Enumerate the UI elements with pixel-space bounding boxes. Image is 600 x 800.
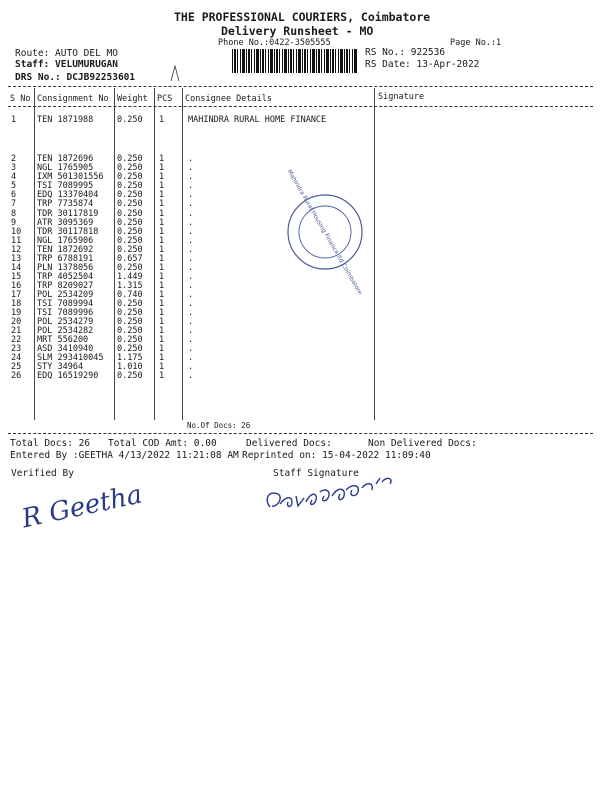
row-weight: 0.250 [117, 308, 143, 318]
row-consignee: . [188, 263, 194, 273]
row-sno: 16 [11, 281, 22, 291]
row-consignee: . [188, 172, 194, 182]
row-pcs: 1 [159, 245, 165, 255]
row-weight: 0.250 [117, 199, 143, 209]
row-sno: 26 [11, 371, 22, 381]
row-consignee: . [188, 326, 194, 336]
page-number: Page No.:1 [450, 38, 502, 48]
reprinted-on: Reprinted on: 15-04-2022 11:09:40 [242, 450, 431, 461]
row-pcs: 1 [159, 209, 165, 219]
row-consignee: . [188, 236, 194, 246]
row-consignee: . [188, 317, 194, 327]
row-consignment-no: TEN 1872696 [37, 154, 94, 164]
row-consignee: . [188, 218, 194, 228]
row-consignee: . [188, 154, 194, 164]
row-weight: 1.010 [117, 362, 143, 372]
row-consignment-no: TRP 6788191 [37, 254, 94, 264]
document-title: Delivery Runsheet - MO [221, 24, 374, 38]
drs-number: DRS No.: DCJB92253601 [15, 72, 136, 83]
row-sno: 22 [11, 335, 22, 345]
row-pcs: 1 [159, 263, 165, 273]
row-weight: 0.250 [117, 236, 143, 246]
verified-by-signature [18, 478, 145, 538]
row-consignment-no: TRP 7735874 [37, 199, 94, 209]
row-consignee: . [188, 335, 194, 345]
row-consignment-no: TSI 7089994 [37, 299, 94, 309]
row-consignment-no: NGL 1765905 [37, 163, 94, 173]
row-sno: 1 [11, 115, 17, 125]
row-sno: 6 [11, 190, 17, 200]
delivered-docs: Delivered Docs: [246, 438, 332, 449]
row-sno: 14 [11, 263, 22, 273]
row-sno: 9 [11, 218, 17, 228]
row-consignment-no: TSI 7089995 [37, 181, 94, 191]
row-consignee: MAHINDRA RURAL HOME FINANCE [188, 115, 327, 125]
staff-signature [262, 462, 412, 532]
row-consignment-no: NGL 1765906 [37, 236, 94, 246]
row-weight: 0.250 [117, 115, 143, 125]
row-pcs: 1 [159, 317, 165, 327]
row-pcs: 1 [159, 199, 165, 209]
row-pcs: 1 [159, 218, 165, 228]
footer-rule [8, 433, 593, 434]
row-consignee: . [188, 254, 194, 264]
row-weight: 1.315 [117, 281, 143, 291]
row-weight: 0.250 [117, 326, 143, 336]
rs-number: RS No.: 922536 [365, 47, 446, 58]
row-consignment-no: ASD 3410940 [37, 344, 94, 354]
row-consignment-no: TRP 8209027 [37, 281, 94, 291]
row-weight: 1.175 [117, 353, 143, 363]
row-consignment-no: POL 2534282 [37, 326, 94, 336]
header-top-rule [8, 86, 593, 87]
barcode [232, 49, 357, 73]
row-pcs: 1 [159, 299, 165, 309]
column-header-consignee: Consignee Details [185, 94, 272, 104]
row-consignment-no: TEN 1872692 [37, 245, 94, 255]
row-consignment-no: POL 2534209 [37, 290, 94, 300]
row-weight: 0.250 [117, 317, 143, 327]
row-weight: 0.250 [117, 371, 143, 381]
row-consignee: . [188, 272, 194, 282]
row-consignment-no: MRT 556200 [37, 335, 89, 345]
row-consignee: . [188, 190, 194, 200]
row-sno: 15 [11, 272, 22, 282]
row-weight: 0.250 [117, 344, 143, 354]
row-sno: 12 [11, 245, 22, 255]
row-pcs: 1 [159, 281, 165, 291]
row-weight: 0.250 [117, 163, 143, 173]
staff-signature-label: Staff Signature [273, 468, 359, 479]
row-consignment-no: TDR 30117819 [37, 209, 99, 219]
row-sno: 7 [11, 199, 17, 209]
row-consignee: . [188, 308, 194, 318]
row-pcs: 1 [159, 254, 165, 264]
row-consignment-no: TRP 4052504 [37, 272, 94, 282]
row-pcs: 1 [159, 272, 165, 282]
row-sno: 18 [11, 299, 22, 309]
total-cod: Total COD Amt: 0.00 [108, 438, 217, 449]
row-consignment-no: EDQ 13370404 [37, 190, 99, 200]
row-weight: 1.449 [117, 272, 143, 282]
row-consignment-no: POL 2534279 [37, 317, 94, 327]
row-consignee: . [188, 227, 194, 237]
row-consignment-no: IXM 501301556 [37, 172, 104, 182]
svg-text:R Geetha: R Geetha [19, 479, 145, 535]
row-pcs: 1 [159, 227, 165, 237]
row-consignee: . [188, 362, 194, 372]
row-pcs: 1 [159, 115, 165, 125]
row-sno: 24 [11, 353, 22, 363]
row-sno: 17 [11, 290, 22, 300]
row-weight: 0.250 [117, 181, 143, 191]
row-consignment-no: TDR 30117818 [37, 227, 99, 237]
row-consignee: . [188, 299, 194, 309]
row-weight: 0.250 [117, 190, 143, 200]
row-pcs: 1 [159, 181, 165, 191]
row-weight: 0.250 [117, 218, 143, 228]
column-header-weight: Weight [117, 94, 148, 104]
tick-mark [168, 63, 182, 85]
row-weight: 0.250 [117, 227, 143, 237]
row-consignee: . [188, 344, 194, 354]
row-consignee: . [188, 353, 194, 363]
row-pcs: 1 [159, 344, 165, 354]
column-header-signature: Signature [378, 92, 425, 102]
row-consignee: . [188, 181, 194, 191]
row-consignment-no: EDQ 16519290 [37, 371, 99, 381]
row-sno: 25 [11, 362, 22, 372]
no-of-docs: No.Of Docs: 26 [187, 421, 251, 430]
row-sno: 21 [11, 326, 22, 336]
row-consignee: . [188, 209, 194, 219]
row-consignment-no: ATR 3095369 [37, 218, 94, 228]
row-weight: 0.250 [117, 172, 143, 182]
row-weight: 0.250 [117, 299, 143, 309]
row-pcs: 1 [159, 308, 165, 318]
header-bottom-rule [8, 106, 593, 107]
row-weight: 0.250 [117, 209, 143, 219]
row-sno: 23 [11, 344, 22, 354]
row-sno: 10 [11, 227, 22, 237]
row-consignment-no: SLM 293410045 [37, 353, 104, 363]
row-pcs: 1 [159, 371, 165, 381]
row-pcs: 1 [159, 353, 165, 363]
row-pcs: 1 [159, 335, 165, 345]
row-consignment-no: TEN 1871988 [37, 115, 94, 125]
row-weight: 0.657 [117, 254, 143, 264]
row-sno: 13 [11, 254, 22, 264]
row-pcs: 1 [159, 190, 165, 200]
verified-by-label: Verified By [11, 468, 74, 479]
column-header-sno: S No [10, 94, 31, 104]
row-pcs: 1 [159, 290, 165, 300]
table-row [0, 371, 600, 382]
non-delivered-docs: Non Delivered Docs: [368, 438, 477, 449]
stamp-text: Mahindra Rural Housing Finance ltd Coimbatore [285, 168, 364, 297]
total-docs: Total Docs: 26 [10, 438, 91, 449]
table-row [0, 115, 600, 126]
row-sno: 11 [11, 236, 22, 246]
row-pcs: 1 [159, 236, 165, 246]
row-pcs: 1 [159, 326, 165, 336]
row-sno: 3 [11, 163, 17, 173]
rs-date: RS Date: 13-Apr-2022 [365, 59, 480, 70]
row-sno: 2 [11, 154, 17, 164]
row-weight: 0.250 [117, 245, 143, 255]
column-header-consignment: Consignment No [37, 94, 109, 104]
row-sno: 4 [11, 172, 17, 182]
row-consignee: . [188, 281, 194, 291]
row-pcs: 1 [159, 362, 165, 372]
row-sno: 8 [11, 209, 17, 219]
row-weight: 0.740 [117, 290, 143, 300]
company-name: THE PROFESSIONAL COURIERS, Coimbatore [174, 10, 431, 24]
row-consignee: . [188, 245, 194, 255]
row-consignee: . [188, 163, 194, 173]
row-pcs: 1 [159, 163, 165, 173]
entered-by: Entered By :GEETHA 4/13/2022 11:21:08 AM [10, 450, 239, 461]
row-sno: 5 [11, 181, 17, 191]
row-sno: 20 [11, 317, 22, 327]
row-consignee: . [188, 371, 194, 381]
row-consignment-no: PLN 1378056 [37, 263, 94, 273]
route: Route: AUTO DEL MO [15, 48, 118, 59]
row-sno: 19 [11, 308, 22, 318]
staff-name: Staff: VELUMURUGAN [15, 59, 118, 70]
column-header-pcs: PCS [157, 94, 173, 104]
company-stamp [285, 168, 365, 297]
phone-number: Phone No.:0422-3505555 [218, 38, 331, 48]
row-weight: 0.250 [117, 263, 143, 273]
row-consignment-no: TSI 7089996 [37, 308, 94, 318]
row-consignee: . [188, 199, 194, 209]
row-pcs: 1 [159, 154, 165, 164]
row-consignee: . [188, 290, 194, 300]
row-weight: 0.250 [117, 154, 143, 164]
row-weight: 0.250 [117, 335, 143, 345]
row-consignment-no: STY 34964 [37, 362, 84, 372]
row-pcs: 1 [159, 172, 165, 182]
